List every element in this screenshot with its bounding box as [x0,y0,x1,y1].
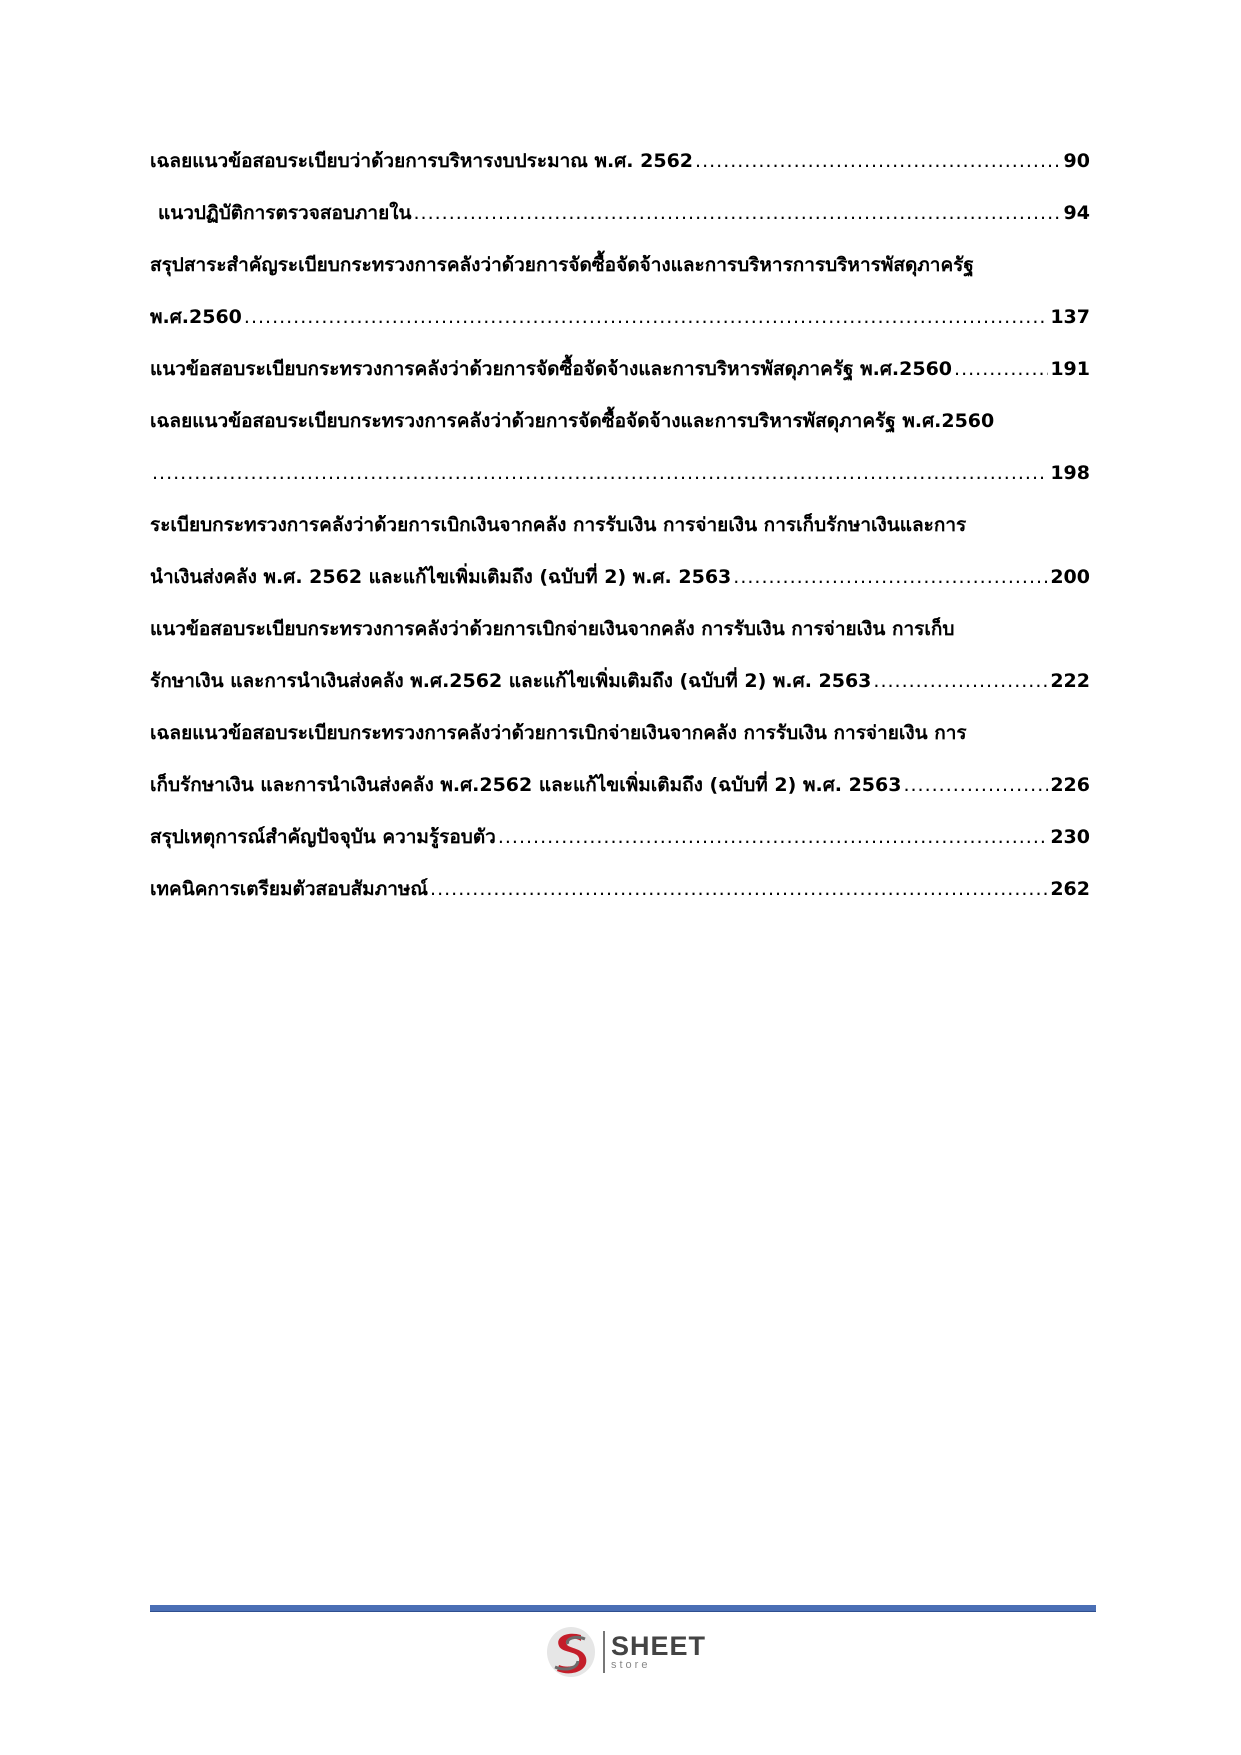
toc-line [150,512,1090,538]
dot-leader [414,200,1062,226]
toc-line [150,408,1090,434]
toc-page-number: 90 [1063,150,1090,172]
toc-entry-title: รักษาเงิน และการนำเงินส่งคลัง พ.ศ.2562 และแก้ไขเพิ่มเติมถึง (ฉบับที่ 2) พ.ศ. 2563 [150,670,872,692]
toc-line [150,304,1090,330]
toc-entry-title: นำเงินส่งคลัง พ.ศ. 2562 และแก้ไขเพิ่มเติมถึง (ฉบับที่ 2) พ.ศ. 2563 [150,566,732,588]
toc-entry[interactable] [150,616,1090,694]
footer-rule [150,1605,1096,1612]
dot-leader [152,460,1048,486]
toc-page-number: 198 [1050,462,1090,484]
toc-entry-title: แนวข้อสอบระเบียบกระทรวงการคลังว่าด้วยการจัดซื้อจัดจ้างและการบริหารพัสดุภาครัฐ พ.ศ.2560 [150,358,953,380]
toc-page-number: 137 [1050,306,1090,328]
logo-text [611,1633,706,1671]
dot-leader [244,304,1048,330]
toc-entry-title: เก็บรักษาเงิน และการนำเงินส่งคลัง พ.ศ.2562 และแก้ไขเพิ่มเติมถึง (ฉบับที่ 2) พ.ศ. 2563 [150,774,902,796]
toc-entry-title: เฉลยแนวข้อสอบระเบียบกระทรวงการคลังว่าด้วยการเบิกจ่ายเงินจากคลัง การรับเงิน การจ่ายเงิน การ [150,722,967,744]
dot-leader [733,564,1048,590]
table-of-contents [150,148,1090,928]
toc-line [150,772,1090,798]
toc-entry[interactable] [150,356,1090,382]
toc-line [150,148,1090,174]
toc-entry[interactable] [150,876,1090,902]
toc-entry-title: เฉลยแนวข้อสอบระเบียบกระทรวงการคลังว่าด้วยการจัดซื้อจัดจ้างและการบริหารพัสดุภาครัฐ พ.ศ.2560 [150,410,995,432]
toc-line [150,252,1090,278]
toc-entry-title: ระเบียบกระทรวงการคลังว่าด้วยการเบิกเงินจากคลัง การรับเงิน การจ่ายเงิน การเก็บรักษาเงินและการ [150,514,967,536]
toc-page-number: 200 [1050,566,1090,588]
toc-line [150,356,1090,382]
toc-page-number: 226 [1050,774,1090,796]
toc-page-number: 191 [1050,358,1090,380]
logo-word: SHEET [611,1631,707,1661]
toc-entry-title: สรุปเหตุการณ์สำคัญปัจจุบัน ความรู้รอบตัว [150,826,496,848]
toc-entry-title: แนวปฏิบัติการตรวจสอบภายใน [158,202,412,224]
logo-divider [603,1631,605,1673]
toc-line [150,668,1090,694]
toc-line [150,824,1090,850]
toc-line [150,876,1090,902]
dot-leader [954,356,1048,382]
toc-page-number: 230 [1050,826,1090,848]
toc-page-number: 262 [1050,878,1090,900]
toc-line [150,720,1090,746]
toc-entry[interactable] [150,148,1090,174]
toc-page-number: 222 [1050,670,1090,692]
sheet-store-logo-icon [545,1625,597,1679]
dot-leader [873,668,1048,694]
dot-leader [430,876,1048,902]
logo-subtitle: store [611,1659,651,1671]
toc-page-number: 94 [1063,202,1090,224]
toc-entry[interactable] [150,200,1090,226]
toc-entry-title: เทคนิคการเตรียมตัวสอบสัมภาษณ์ [150,878,429,900]
toc-line [150,460,1090,486]
toc-line [150,564,1090,590]
toc-entry[interactable] [150,252,1090,330]
toc-line [150,616,1090,642]
toc-entry-title: สรุปสาระสำคัญระเบียบกระทรวงการคลังว่าด้วยการจัดซื้อจัดจ้างและการบริหารการบริหารพัสดุภาครัฐ [150,254,974,276]
dot-leader [695,148,1062,174]
toc-entry[interactable] [150,824,1090,850]
toc-entry-title: แนวข้อสอบระเบียบกระทรวงการคลังว่าด้วยการเบิกจ่ายเงินจากคลัง การรับเงิน การจ่ายเงิน การเก็บ [150,618,955,640]
toc-entry[interactable] [150,512,1090,590]
dot-leader [903,772,1048,798]
dot-leader [498,824,1048,850]
sheet-store-logo [545,1625,706,1679]
toc-entry-title: เฉลยแนวข้อสอบระเบียบว่าด้วยการบริหารงบประมาณ พ.ศ. 2562 [150,150,694,172]
toc-entry[interactable] [150,720,1090,798]
toc-entry-title: พ.ศ.2560 [150,306,242,328]
toc-entry[interactable] [150,408,1090,486]
toc-line [150,200,1090,226]
